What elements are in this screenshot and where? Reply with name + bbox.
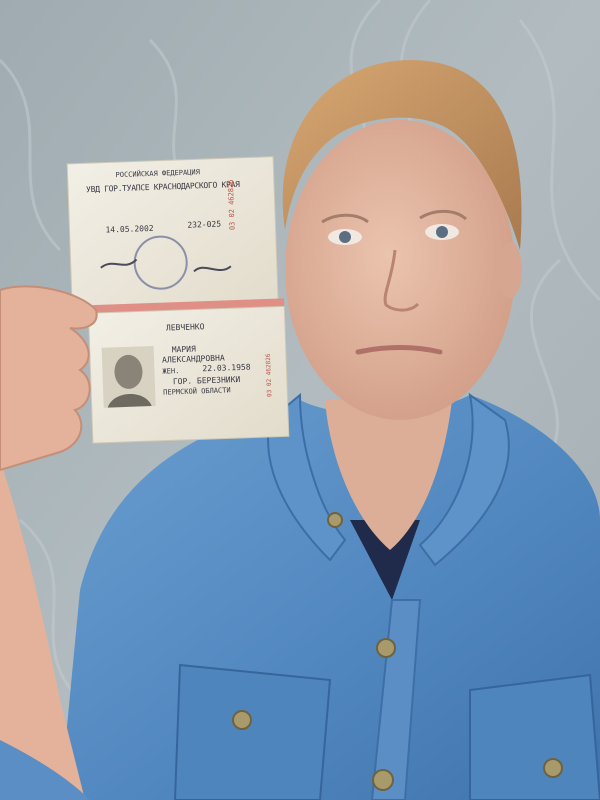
passport-birth-place-2: ПЕРМСКОЙ ОБЛАСТИ	[163, 386, 231, 397]
passport-series-number-top: 03 02 462826	[226, 179, 237, 231]
passport-patronymic: АЛЕКСАНДРОВНА	[161, 353, 225, 365]
passport-surname: ЛЕВЧЕНКО	[165, 322, 205, 333]
passport-series-number-bottom: 03 02 462826	[264, 353, 274, 398]
passport-issuer-header: РОССИЙСКАЯ ФЕДЕРАЦИЯ	[115, 168, 200, 180]
passport-division-code: 232-025	[187, 219, 222, 230]
passport-given-name: МАРИЯ	[171, 344, 196, 355]
passport-birth-place-1: ГОР. БЕРЕЗНИКИ	[172, 374, 241, 387]
passport-birth-date: 22.03.1958	[202, 362, 251, 374]
passport-sex: ЖЕН.	[162, 367, 180, 376]
passport-issued-by: УВД ГОР.ТУАПСЕ КРАСНОДАРСКОГО КРАЯ	[85, 179, 240, 195]
passport-issue-date: 14.05.2002	[105, 223, 154, 235]
